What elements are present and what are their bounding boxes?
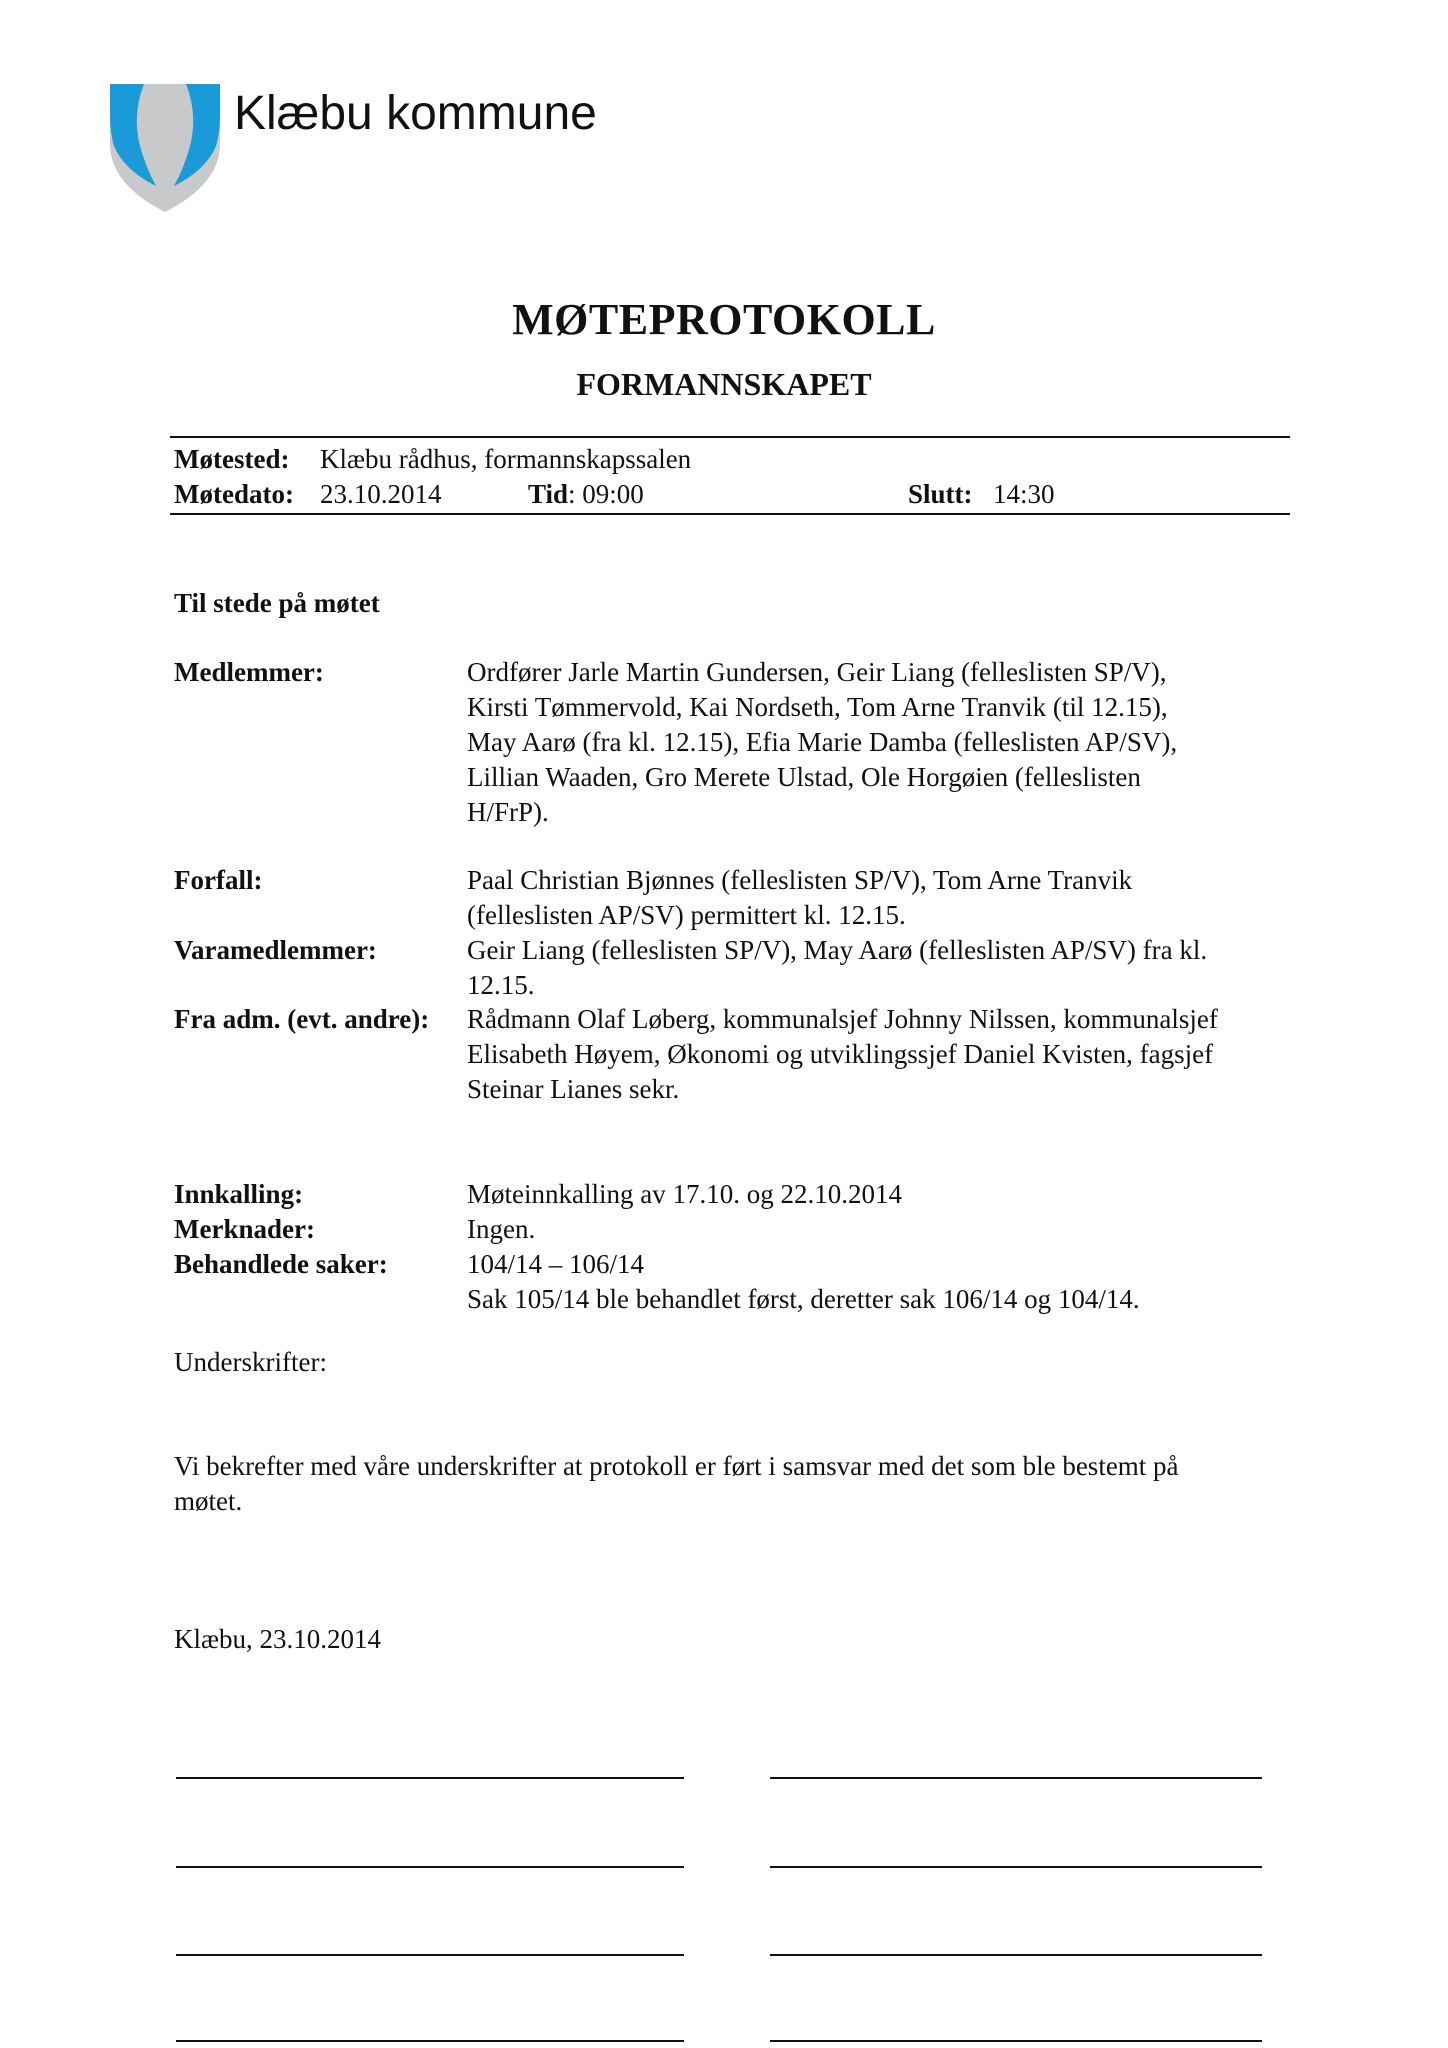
cases-label: Behandlede saker: (174, 1249, 388, 1279)
top-rule (170, 436, 1290, 438)
admin-line: Steinar Lianes sekr. (467, 1074, 680, 1104)
deputies-label: Varamedlemmer: (174, 935, 377, 965)
remarks-value: Ingen. (467, 1214, 536, 1244)
municipality-name: Klæbu kommune (234, 87, 597, 140)
statement-line: Vi bekrefter med våre underskrifter at protokoll er ført i samsvar med det som ble bestemt på (174, 1451, 1179, 1481)
date-label: Møtedato: (174, 479, 294, 509)
deputies-line: Geir Liang (felleslisten SP/V), May Aarø (felleslisten AP/SV) fra kl. (467, 935, 1208, 965)
location-label: Møtested: (174, 444, 290, 474)
absent-label: Forfall: (174, 865, 263, 895)
document-subtitle: FORMANNSKAPET (576, 366, 872, 402)
kommune-shield-icon (110, 84, 220, 212)
members-line: Kirsti Tømmervold, Kai Nordseth, Tom Arne Tranvik (til 12.15), (467, 692, 1168, 722)
notice-value: Møteinnkalling av 17.10. og 22.10.2014 (467, 1179, 902, 1209)
signature-line (770, 2040, 1262, 2042)
time-label: Tid (528, 479, 569, 509)
signature-line (176, 1777, 684, 1779)
attendance-heading: Til stede på møtet (174, 588, 380, 618)
deputies-line: 12.15. (467, 970, 535, 1000)
signature-line (176, 2040, 684, 2042)
members-line: Ordfører Jarle Martin Gundersen, Geir Liang (felleslisten SP/V), (467, 657, 1167, 687)
admin-line: Rådmann Olaf Løberg, kommunalsjef Johnny Nilssen, kommunalsjef (467, 1004, 1218, 1034)
cases-note: Sak 105/14 ble behandlet først, deretter sak 106/14 og 104/14. (467, 1284, 1140, 1314)
members-list (467, 655, 1177, 830)
statement-line: møtet. (174, 1486, 243, 1516)
members-label: Medlemmer: (174, 657, 324, 687)
members-line: H/FrP). (467, 797, 549, 827)
date-value: 23.10.2014 (320, 479, 442, 509)
admin-label: Fra adm. (evt. andre): (174, 1004, 430, 1034)
location-value: Klæbu rådhus, formannskapssalen (320, 444, 692, 474)
remarks-label: Merknader: (174, 1214, 315, 1244)
cases-value: 104/14 – 106/14 (467, 1249, 645, 1279)
deputies-list (467, 933, 1207, 1003)
signature-line (770, 1954, 1262, 1956)
end-label: Slutt: (908, 479, 973, 509)
absent-list (467, 863, 1132, 933)
signature-line (770, 1866, 1262, 1868)
signatures-label: Underskrifter: (174, 1347, 327, 1377)
end-value: 14:30 (993, 479, 1055, 509)
admin-list (467, 1002, 1218, 1107)
signature-statement (174, 1449, 1179, 1519)
notice-label: Innkalling: (174, 1179, 304, 1209)
members-line: May Aarø (fra kl. 12.15), Efia Marie Damba (felleslisten AP/SV), (467, 727, 1178, 757)
admin-line: Elisabeth Høyem, Økonomi og utviklingssjef Daniel Kvisten, fagsjef (467, 1039, 1214, 1069)
absent-line: Paal Christian Bjønnes (felleslisten SP/V), Tom Arne Tranvik (467, 865, 1133, 895)
signature-line (176, 1866, 684, 1868)
time-value: : 09:00 (568, 479, 644, 509)
signature-line (176, 1954, 684, 1956)
place-date: Klæbu, 23.10.2014 (174, 1624, 382, 1654)
absent-line: (felleslisten AP/SV) permittert kl. 12.15. (467, 900, 906, 930)
signature-line (770, 1777, 1262, 1779)
bottom-rule (170, 513, 1290, 515)
members-line: Lillian Waaden, Gro Merete Ulstad, Ole Horgøien (felleslisten (467, 762, 1141, 792)
time-field (528, 477, 644, 512)
document-title: MØTEPROTOKOLL (512, 295, 936, 344)
